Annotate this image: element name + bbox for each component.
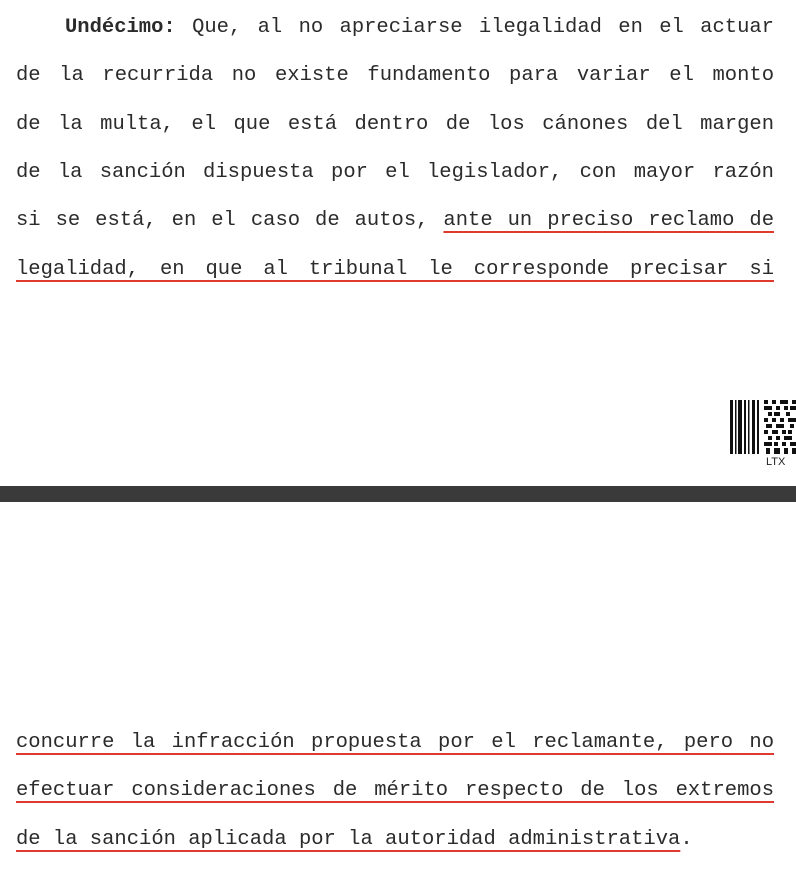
line-text: de la recurrida no existe fundamento para variar el monto	[16, 64, 774, 87]
underlined-text: legalidad, en que al tribunal le corresponde precisar si	[16, 258, 774, 281]
underlined-text: de la sanción aplicada por la autoridad administrativa	[16, 828, 681, 851]
paragraph-line-2	[16, 62, 774, 90]
document-page-bottom	[0, 502, 796, 872]
paragraph-line-7	[16, 729, 774, 757]
line-text: si se está, en el caso de autos,	[16, 209, 444, 232]
paragraph-line-8	[16, 777, 774, 805]
line-text: de la multa, el que está dentro de los cánones del margen	[16, 113, 774, 136]
paragraph-line-6	[16, 256, 774, 284]
paragraph-line-5	[16, 207, 774, 235]
line-text: Que, al no apreciarse ilegalidad en el actuar	[175, 16, 774, 39]
section-heading: Undécimo:	[65, 16, 176, 39]
underlined-text: concurre la infracción propuesta por el reclamante, pero no	[16, 731, 774, 754]
underlined-text: efectuar consideraciones de mérito respecto de los extremos	[16, 779, 774, 802]
barcode-icon	[728, 400, 796, 454]
line-text: .	[680, 828, 693, 851]
line-text: de la sanción dispuesta por el legislador, con mayor razón	[16, 161, 774, 184]
page-separator	[0, 486, 796, 502]
paragraph-line-3	[16, 111, 774, 139]
paragraph-line-4	[16, 159, 774, 187]
barcode-label: LTX	[766, 456, 786, 468]
paragraph-line-9	[16, 826, 774, 854]
underlined-text: ante un preciso reclamo de	[443, 209, 774, 232]
paragraph-line-1	[16, 14, 774, 42]
